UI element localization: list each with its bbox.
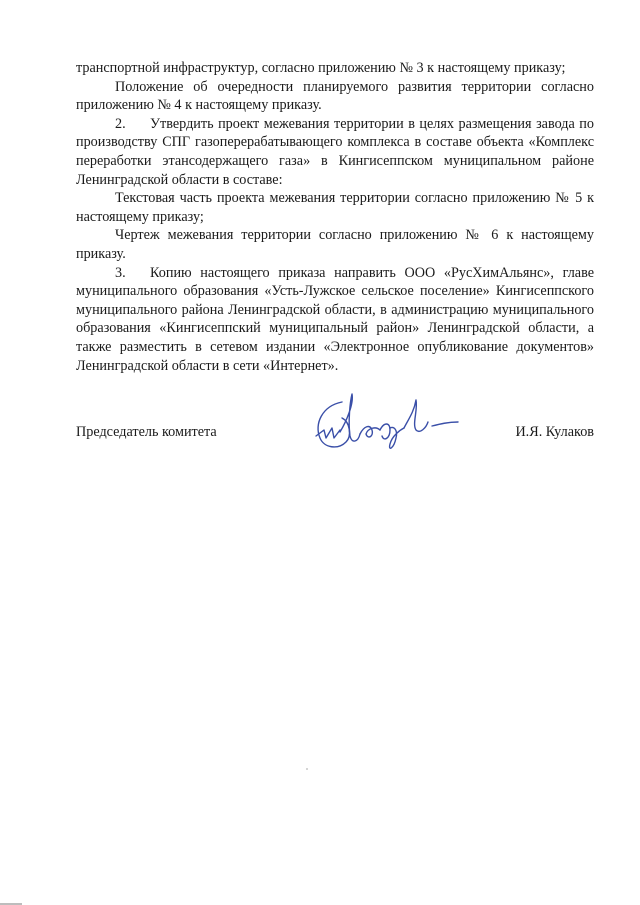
paragraph-item-4: [76, 78, 594, 115]
paragraph-item-6: [76, 226, 594, 263]
paragraph-text: Положение об очередности планируемого развития территории согласно приложению № 4 к настоящему приказу.: [76, 78, 594, 114]
signatory-name: И.Я. Кулаков: [515, 424, 594, 440]
paragraph-text: Текстовая часть проекта межевания территории согласно приложению № 5 к настоящему приказу;: [76, 190, 594, 225]
paragraph-text: транспортной инфраструктур, согласно приложению № 3 к настоящему приказу;: [76, 60, 566, 76]
document-body: [76, 59, 594, 375]
paragraph-continuation: [76, 59, 594, 78]
paragraph-point-3: [76, 264, 594, 376]
paragraph-point-2: [76, 115, 594, 189]
signatory-role: Председатель комитета: [76, 424, 217, 440]
paragraph-item-5: [76, 189, 594, 226]
paragraph-text: Утвердить проект межевания территории в целях размещения завода по производству СПГ газоперерабатывающего комплекса в составе объекта «Комплекс переработки этансодержащего газа» в Кингисеппском муниципальном районе Ленинградской области в составе:: [76, 115, 594, 188]
paragraph-number: 2.: [115, 115, 126, 132]
paragraph-number: 3.: [115, 264, 126, 281]
handwritten-signature: [312, 392, 462, 458]
paragraph-text: Копию настоящего приказа направить ООО «РусХимАльянс», главе муниципального образования «Усть-Лужское сельское поселение» Кингисеппского муниципального района Ленинградской области, в администрацию муниципального образования «Кингисеппский муниципальный район» Ленинградской области, а также разместить в сетевом издании «Электронное опубликование документов» Ленинградской области в сети «Интернет».: [76, 264, 594, 374]
paragraph-text: Чертеж межевания территории согласно приложению № 6 к настоящему приказу.: [76, 227, 594, 262]
scan-speck: [306, 768, 308, 770]
